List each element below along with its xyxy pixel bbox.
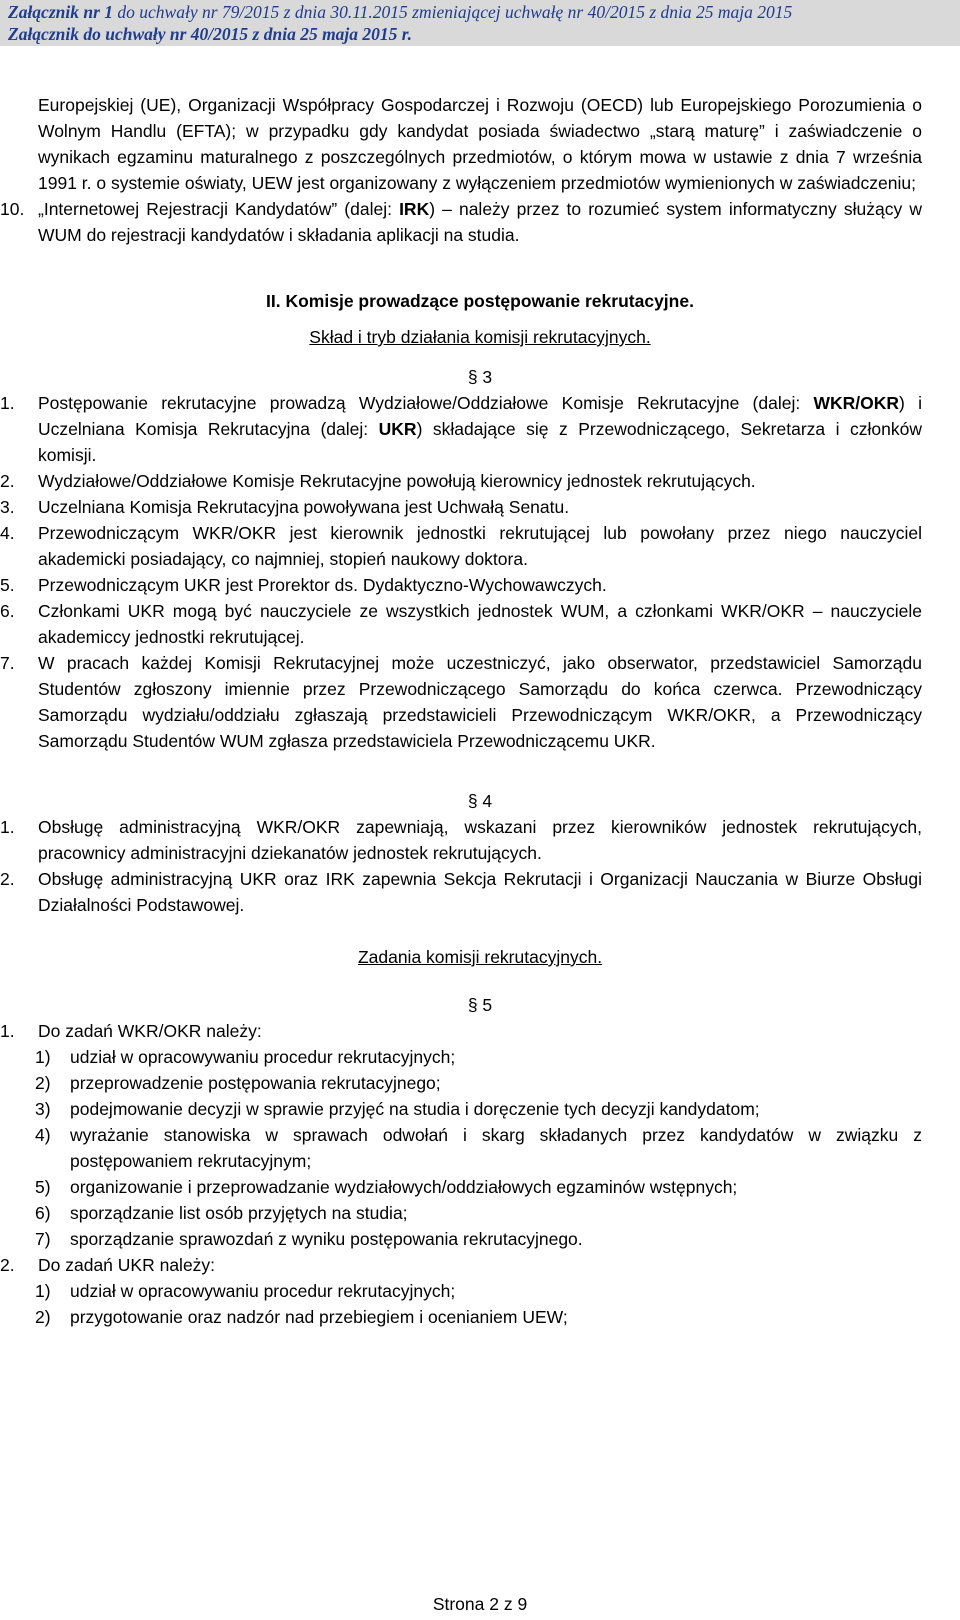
sub-text: udział w opracowywaniu procedur rekrutacyjnych; bbox=[70, 1047, 456, 1067]
item-number: 5. bbox=[0, 575, 15, 595]
sub-text: sporządzanie list osób przyjętych na studia; bbox=[70, 1203, 408, 1223]
sub-text: przeprowadzenie postępowania rekrutacyjnego; bbox=[70, 1073, 441, 1093]
chapter-title: II. Komisje prowadzące postępowanie rekrutacyjne. bbox=[266, 291, 694, 311]
attachment-header-line-2 bbox=[0, 22, 960, 46]
sub-text: organizowanie i przeprowadzanie wydziałowych/oddziałowych egzaminów wstępnych; bbox=[70, 1177, 738, 1197]
document-body bbox=[0, 92, 923, 1330]
item-number: 1. bbox=[0, 393, 15, 413]
item-number: 2. bbox=[0, 1255, 15, 1275]
sub-number: 6) bbox=[35, 1203, 51, 1223]
item-text: W pracach każdej Komisji Rekrutacyjnej może uczestniczyć, jako obserwator, przedstawiciel Samorządu Studentów zgłoszony imiennie przez Przewodniczącego Samorządu do końca czerwca. Przewodniczący Samorządu wydziału/oddziału zgłaszają przedstawicieli Przewodniczącym WKR/OKR, a Przewodniczący Samorządu Studentów WUM zgłasza przedstawiciela Przewodniczącemu UKR. bbox=[38, 653, 922, 751]
sub-number: 1) bbox=[35, 1047, 51, 1067]
sub-number: 2) bbox=[35, 1307, 51, 1327]
item-number: 2. bbox=[0, 869, 15, 889]
item-text: „Internetowej Rejestracji Kandydatów” (dalej: bbox=[38, 199, 400, 219]
par3-item-7 bbox=[0, 650, 922, 754]
sub-text: przygotowanie oraz nadzór nad przebiegiem i ocenianiem UEW; bbox=[70, 1307, 568, 1327]
item-text: Uczelniana Komisja Rekrutacyjna powoływana jest Uchwałą Senatu. bbox=[38, 497, 570, 517]
item-text: Obsługę administracyjną UKR oraz IRK zapewnia Sekcja Rekrutacji i Organizacji Nauczania w Biurze Obsługi Działalności Podstawowej. bbox=[38, 869, 922, 915]
attachment-number: Załącznik nr 1 bbox=[8, 2, 114, 22]
item-text: Do zadań WKR/OKR należy: bbox=[38, 1021, 262, 1041]
paragraph-mark-5: § 5 bbox=[467, 995, 493, 1015]
section-subtitle-tasks: Zadania komisji rekrutacyjnych. bbox=[357, 947, 603, 967]
item-number: 3. bbox=[0, 497, 15, 517]
par5-item-2-sub-1 bbox=[35, 1278, 922, 1304]
par5-item-1-sub-1 bbox=[35, 1044, 922, 1070]
item-bold: UKR bbox=[378, 419, 417, 439]
sub-text: podejmowanie decyzji w sprawie przyjęć na studia i doręczenie tych decyzji kandydatom; bbox=[70, 1099, 760, 1119]
paragraph-mark-4: § 4 bbox=[467, 791, 493, 811]
par5-item-1-sub-7 bbox=[35, 1226, 922, 1252]
sub-text: wyrażanie stanowiska w sprawach odwołań i skarg składanych przez kandydatów w związku z postępowaniem rekrutacyjnym; bbox=[70, 1125, 922, 1171]
item-text: Przewodniczącym UKR jest Prorektor ds. Dydaktyczno-Wychowawczych. bbox=[38, 575, 607, 595]
par5-item-1 bbox=[0, 1018, 922, 1044]
sub-number: 5) bbox=[35, 1177, 51, 1197]
item-text: ) – należy przez to rozumieć system informatyczny służący w WUM do rejestracji kandydatów i składania aplikacji na studia. bbox=[38, 199, 922, 245]
paragraph-mark-3: § 3 bbox=[467, 367, 493, 387]
item-text: ) składające się z Przewodniczącego, Sekretarza i członków komisji. bbox=[38, 419, 923, 465]
par5-item-1-sub-3 bbox=[35, 1096, 922, 1122]
item-text: Członkami UKR mogą być nauczyciele ze wszystkich jednostek WUM, a członkami WKR/OKR – nauczyciele akademiccy jednostki rekrutującej. bbox=[38, 601, 922, 647]
item-number: 6. bbox=[0, 601, 15, 621]
item-text: Przewodniczącym WKR/OKR jest kierownik jednostki rekrutującej lub powołany przez niego nauczyciel akademicki posiadający, co najmniej, stopień naukowy doktora. bbox=[38, 523, 922, 569]
sub-number: 1) bbox=[35, 1281, 51, 1301]
page-footer: Strona 2 z 9 bbox=[432, 1594, 528, 1614]
par3-item-4 bbox=[0, 520, 922, 572]
par3-item-6 bbox=[0, 598, 922, 650]
section-subtitle-composition: Skład i tryb działania komisji rekrutacyjnych. bbox=[309, 327, 651, 347]
item-text: Wydziałowe/Oddziałowe Komisje Rekrutacyjne powołują kierownicy jednostek rekrutujących. bbox=[38, 471, 756, 491]
item-number: 7. bbox=[0, 653, 15, 673]
intro-paragraph: Europejskiej (UE), Organizacji Współpracy Gospodarczej i Rozwoju (OECD) lub Europejskiego Porozumienia o Wolnym Handlu (EFTA); w przypadku gdy kandydat posiada świadectwo „starą maturę” i zaświadczenie o wynikach egzaminu maturalnego z poszczególnych przedmiotów, o którym mowa w ustawie z dnia 7 września 1991 r. o systemie oświaty, UEW jest organizowany z wyłączeniem przedmiotów wymienionych w zaświadczeniu; bbox=[38, 95, 922, 193]
par4-item-2 bbox=[0, 866, 922, 918]
par5-item-1-sub-6 bbox=[35, 1200, 922, 1226]
item-text: Obsługę administracyjną WKR/OKR zapewniają, wskazani przez kierowników jednostek rekrutujących, pracownicy administracyjni dziekanatów jednostek rekrutujących. bbox=[38, 817, 922, 863]
item-text: ) i Uczelniana Komisja Rekrutacyjna (dalej: bbox=[38, 393, 923, 439]
item-text: Postępowanie rekrutacyjne prowadzą Wydziałowe/Oddziałowe Komisje Rekrutacyjne (dalej: bbox=[38, 393, 814, 413]
sub-number: 3) bbox=[35, 1099, 51, 1119]
sub-number: 4) bbox=[35, 1125, 51, 1145]
par3-item-3 bbox=[0, 494, 922, 520]
sub-text: udział w opracowywaniu procedur rekrutacyjnych; bbox=[70, 1281, 456, 1301]
sub-number: 2) bbox=[35, 1073, 51, 1093]
item-number: 2. bbox=[0, 471, 15, 491]
definition-item-10 bbox=[0, 196, 922, 248]
item-number: 1. bbox=[0, 817, 15, 837]
attachment-header-rest: do uchwały nr 79/2015 z dnia 30.11.2015 zmieniającej uchwałę nr 40/2015 z dnia 25 maja 2015 bbox=[113, 2, 793, 22]
item-bold: IRK bbox=[399, 199, 430, 219]
item-number: 10. bbox=[0, 199, 25, 219]
item-text: Do zadań UKR należy: bbox=[38, 1255, 216, 1275]
par5-item-2 bbox=[0, 1252, 922, 1278]
item-bold: WKR/OKR bbox=[813, 393, 900, 413]
par3-item-2 bbox=[0, 468, 922, 494]
par5-item-1-sub-5 bbox=[35, 1174, 922, 1200]
par4-item-1 bbox=[0, 814, 922, 866]
attachment-header-text-2: Załącznik do uchwały nr 40/2015 z dnia 25 maja 2015 r. bbox=[8, 24, 413, 44]
par5-item-2-sub-2 bbox=[35, 1304, 922, 1330]
item-number: 4. bbox=[0, 523, 15, 543]
sub-number: 7) bbox=[35, 1229, 51, 1249]
sub-text: sporządzanie sprawozdań z wyniku postępowania rekrutacyjnego. bbox=[70, 1229, 583, 1249]
par5-item-1-sub-4 bbox=[35, 1122, 922, 1174]
par3-item-5 bbox=[0, 572, 922, 598]
item-number: 1. bbox=[0, 1021, 15, 1041]
par5-item-1-sub-2 bbox=[35, 1070, 922, 1096]
attachment-header-line-1 bbox=[0, 0, 960, 24]
par3-item-1 bbox=[0, 390, 923, 468]
